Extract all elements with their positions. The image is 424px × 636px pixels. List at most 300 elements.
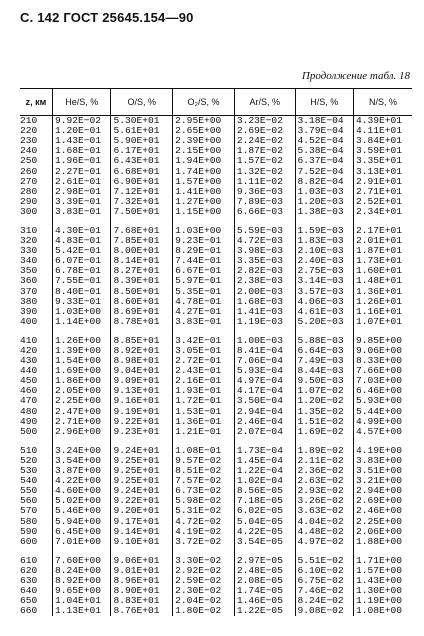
value-cell: 3.98E−03	[234, 246, 295, 256]
value-cell: 8.98E+01	[111, 356, 173, 366]
table-row	[20, 456, 412, 466]
value-cell: 8.82E−04	[295, 177, 353, 187]
value-cell: 4.97E−02	[295, 537, 353, 547]
value-cell: 1.87E−02	[234, 146, 295, 156]
value-cell: 2.27E−01	[52, 166, 110, 176]
value-cell: 9.16E+01	[111, 396, 173, 406]
value-cell: 1.35E−02	[295, 407, 353, 417]
value-cell: 4.19E−02	[173, 527, 235, 537]
value-cell: 4.60E+00	[52, 486, 110, 496]
value-cell: 9.25E+01	[111, 476, 173, 486]
value-cell: 7.18E−05	[234, 496, 295, 506]
block-spacer	[20, 437, 412, 446]
value-cell: 1.22E−05	[234, 606, 295, 616]
value-cell: 5.04E−05	[234, 516, 295, 526]
altitude-cell: 210	[20, 115, 38, 127]
value-cell: 6.73E−02	[173, 486, 235, 496]
altitude-cell: 440	[20, 366, 38, 377]
value-cell: 2.63E−02	[295, 476, 353, 486]
value-cell: 1.19E+00	[354, 596, 413, 606]
spacer-cell	[173, 437, 235, 446]
value-cell: 4.22E+00	[52, 476, 110, 486]
spacer-cell	[234, 437, 295, 446]
value-cell: 8.85E+01	[111, 336, 173, 346]
value-cell: 9.08E−02	[295, 606, 353, 616]
value-cell: 1.74E−05	[234, 586, 295, 596]
value-cell: 4.72E−03	[234, 236, 295, 246]
value-cell: 8.51E−02	[173, 466, 235, 476]
value-cell: 3.57E−03	[295, 287, 353, 297]
value-cell: 1.07E−02	[295, 386, 353, 396]
value-cell: 7.89E−03	[234, 197, 295, 207]
table-row	[20, 136, 412, 146]
table-row	[20, 486, 412, 496]
value-cell: 9.09E+01	[111, 376, 173, 386]
value-cell: 1.71E+00	[354, 556, 413, 566]
value-cell: 8.92E+01	[111, 346, 173, 356]
altitude-cell: 360	[20, 276, 38, 287]
value-cell: 4.19E+00	[354, 446, 413, 456]
altitude-cell: 460	[20, 386, 38, 397]
value-cell: 2.39E+00	[173, 136, 235, 146]
value-cell: 2.40E−03	[295, 256, 353, 266]
value-cell: 6.75E−02	[295, 576, 353, 586]
value-cell: 2.38E−03	[234, 276, 295, 286]
value-cell: 6.78E−01	[52, 266, 110, 276]
value-cell: 3.83E−01	[173, 317, 235, 327]
value-cell: 8.76E+01	[111, 606, 173, 616]
value-cell: 3.35E+01	[354, 156, 413, 166]
value-cell: 5.97E−01	[173, 276, 235, 286]
altitude-cell: 220	[20, 126, 38, 137]
altitude-cell: 320	[20, 236, 38, 247]
value-cell: 7.55E−01	[52, 276, 110, 286]
value-cell: 1.46E−05	[234, 596, 295, 606]
value-cell: 9.04E+01	[111, 366, 173, 376]
value-cell: 7.60E+00	[52, 556, 110, 566]
value-cell: 4.72E−02	[173, 516, 235, 526]
value-cell: 7.49E−03	[295, 356, 353, 366]
table-row	[20, 126, 412, 136]
value-cell: 1.38E−03	[295, 207, 353, 217]
table-row	[20, 336, 412, 346]
value-cell: 2.15E+00	[173, 146, 235, 156]
table-row	[20, 256, 412, 266]
value-cell: 8.96E+01	[111, 576, 173, 586]
column-header: H/S, %	[295, 89, 353, 116]
value-cell: 4.39E+01	[354, 116, 413, 127]
altitude-cell: 350	[20, 266, 38, 277]
table-row	[20, 476, 412, 486]
value-cell: 2.59E−02	[173, 576, 235, 586]
value-cell: 1.72E−01	[173, 396, 235, 406]
block-spacer	[20, 327, 412, 336]
value-cell: 1.16E+01	[354, 307, 413, 317]
value-cell: 1.26E+00	[52, 336, 110, 346]
table-row	[20, 146, 412, 156]
value-cell: 1.19E−03	[234, 317, 295, 327]
value-cell: 1.36E−01	[173, 417, 235, 427]
value-cell: 2.94E−04	[234, 407, 295, 417]
value-cell: 2.69E+00	[354, 496, 413, 506]
value-cell: 4.27E−01	[173, 307, 235, 317]
value-cell: 1.73E−04	[234, 446, 295, 456]
altitude-cell: 540	[20, 476, 38, 487]
value-cell: 2.96E+00	[52, 427, 110, 437]
value-cell: 3.24E+00	[52, 446, 110, 456]
value-cell: 1.43E+00	[354, 576, 413, 586]
table-row	[20, 236, 412, 246]
value-cell: 1.20E−01	[52, 126, 110, 136]
value-cell: 1.80E−02	[173, 606, 235, 616]
altitude-cell: 610	[20, 555, 38, 566]
table-row	[20, 527, 412, 537]
spacer-cell	[173, 547, 235, 556]
value-cell: 5.93E−04	[234, 366, 295, 376]
value-cell: 1.51E−02	[295, 417, 353, 427]
value-cell: 1.08E+00	[354, 606, 413, 616]
value-cell: 1.43E−01	[52, 136, 110, 146]
value-cell: 9.13E+01	[111, 386, 173, 396]
value-cell: 6.37E−04	[295, 156, 353, 166]
spacer-cell	[295, 437, 353, 446]
value-cell: 9.65E+00	[52, 586, 110, 596]
value-cell: 1.45E−04	[234, 456, 295, 466]
altitude-cell: 340	[20, 256, 38, 267]
value-cell: 8.50E+01	[111, 287, 173, 297]
value-cell: 2.46E+00	[354, 506, 413, 516]
value-cell: 2.10E−03	[295, 246, 353, 256]
value-cell: 4.48E−02	[295, 527, 353, 537]
column-header: O/S, %	[111, 89, 173, 116]
value-cell: 1.83E−03	[295, 236, 353, 246]
altitude-cell: 600	[20, 536, 38, 547]
value-cell: 1.22E−04	[234, 466, 295, 476]
value-cell: 3.13E+01	[354, 166, 413, 176]
value-cell: 1.57E+00	[354, 566, 413, 576]
value-cell: 2.08E−05	[234, 576, 295, 586]
value-cell: 1.14E+00	[52, 317, 110, 327]
table-row	[20, 346, 412, 356]
value-cell: 6.17E+01	[111, 146, 173, 156]
value-cell: 1.57E+00	[173, 177, 235, 187]
value-cell: 1.54E+00	[52, 356, 110, 366]
table-row	[20, 586, 412, 596]
table-row	[20, 187, 412, 197]
page-header: С. 142 ГОСТ 25645.154—90	[20, 10, 194, 25]
value-cell: 1.03E−03	[295, 187, 353, 197]
altitude-cell: 260	[20, 166, 38, 177]
value-cell: 5.02E+00	[52, 496, 110, 506]
table-row	[20, 226, 412, 236]
value-cell: 2.05E+00	[52, 386, 110, 396]
value-cell: 8.29E−01	[173, 246, 235, 256]
spacer-cell	[354, 547, 413, 556]
value-cell: 3.63E−02	[295, 506, 353, 516]
column-header: O₂/S, %	[173, 89, 235, 116]
value-cell: 1.13E+01	[52, 606, 110, 616]
spacer-cell	[234, 547, 295, 556]
value-cell: 2.97E−05	[234, 556, 295, 566]
value-cell: 1.20E−03	[295, 197, 353, 207]
altitude-cell: 480	[20, 406, 38, 417]
value-cell: 8.14E+01	[111, 256, 173, 266]
value-cell: 9.50E−03	[295, 376, 353, 386]
value-cell: 9.22E+01	[111, 417, 173, 427]
value-cell: 3.18E−04	[295, 116, 353, 127]
value-cell: 7.66E+00	[354, 366, 413, 376]
spacer-cell	[111, 217, 173, 226]
table-row	[20, 276, 412, 286]
value-cell: 7.85E+01	[111, 236, 173, 246]
value-cell: 5.46E+00	[52, 506, 110, 516]
value-cell: 5.90E+01	[111, 136, 173, 146]
table-row	[20, 596, 412, 606]
value-cell: 1.11E−02	[234, 177, 295, 187]
value-cell: 9.23E−01	[173, 236, 235, 246]
value-cell: 2.07E−04	[234, 427, 295, 437]
value-cell: 2.94E+00	[354, 486, 413, 496]
value-cell: 9.25E+01	[111, 466, 173, 476]
table-row	[20, 166, 412, 176]
value-cell: 9.92E−02	[52, 116, 110, 127]
value-cell: 5.38E−04	[295, 146, 353, 156]
value-cell: 9.33E−01	[52, 297, 110, 307]
value-cell: 3.21E+00	[354, 476, 413, 486]
altitude-cell: 560	[20, 496, 38, 507]
value-cell: 2.48E−05	[234, 566, 295, 576]
value-cell: 3.05E−01	[173, 346, 235, 356]
value-cell: 2.06E+00	[354, 527, 413, 537]
value-cell: 5.61E+01	[111, 126, 173, 136]
table-row	[20, 407, 412, 417]
spacer-cell	[111, 547, 173, 556]
value-cell: 2.47E+00	[52, 407, 110, 417]
value-cell: 7.46E−02	[295, 586, 353, 596]
spacer-cell	[234, 327, 295, 336]
altitude-cell: 300	[20, 206, 38, 217]
value-cell: 8.40E−01	[52, 287, 110, 297]
spacer-cell	[295, 547, 353, 556]
spacer-cell	[354, 437, 413, 446]
value-cell: 5.44E+00	[354, 407, 413, 417]
table-row	[20, 466, 412, 476]
value-cell: 9.22E+01	[111, 496, 173, 506]
value-cell: 2.43E−01	[173, 366, 235, 376]
value-cell: 2.16E−01	[173, 376, 235, 386]
table-row	[20, 537, 412, 547]
spacer-cell	[234, 217, 295, 226]
value-cell: 8.83E+01	[111, 596, 173, 606]
value-cell: 5.94E+00	[52, 516, 110, 526]
value-cell: 9.23E+01	[111, 427, 173, 437]
altitude-cell: 250	[20, 156, 38, 167]
table-body	[20, 116, 412, 617]
table-row	[20, 386, 412, 396]
value-cell: 3.35E−03	[234, 256, 295, 266]
value-cell: 9.57E−02	[173, 456, 235, 466]
table-row	[20, 207, 412, 217]
table-row	[20, 446, 412, 456]
value-cell: 1.03E+00	[52, 307, 110, 317]
value-cell: 3.50E−04	[234, 396, 295, 406]
value-cell: 1.87E+01	[354, 246, 413, 256]
value-cell: 2.71E+01	[354, 187, 413, 197]
block-spacer	[20, 217, 412, 226]
table-row	[20, 297, 412, 307]
value-cell: 3.54E−05	[234, 537, 295, 547]
value-cell: 1.69E+00	[52, 366, 110, 376]
value-cell: 4.04E−02	[295, 516, 353, 526]
composition-table	[20, 88, 412, 616]
altitude-cell: 470	[20, 396, 38, 407]
altitude-cell: 520	[20, 455, 38, 466]
value-cell: 8.27E+01	[111, 266, 173, 276]
altitude-cell: 630	[20, 575, 38, 586]
column-header: N/S, %	[354, 89, 413, 116]
value-cell: 6.67E−01	[173, 266, 235, 276]
table-row	[20, 116, 412, 127]
altitude-cell: 310	[20, 225, 38, 236]
value-cell: 1.32E−02	[234, 166, 295, 176]
value-cell: 7.06E−04	[234, 356, 295, 366]
value-cell: 1.69E−02	[295, 427, 353, 437]
value-cell: 4.97E−04	[234, 376, 295, 386]
value-cell: 3.42E−01	[173, 336, 235, 346]
value-cell: 6.66E−03	[234, 207, 295, 217]
value-cell: 8.24E−02	[295, 596, 353, 606]
value-cell: 5.98E−02	[173, 496, 235, 506]
value-cell: 1.00E−03	[234, 336, 295, 346]
altitude-cell: 450	[20, 376, 38, 387]
value-cell: 7.57E−02	[173, 476, 235, 486]
value-cell: 2.93E−02	[295, 486, 353, 496]
value-cell: 5.88E−03	[295, 336, 353, 346]
table-row	[20, 177, 412, 187]
table-row	[20, 516, 412, 526]
value-cell: 1.59E−03	[295, 226, 353, 236]
column-header: He/S, %	[52, 89, 110, 116]
value-cell: 3.59E+01	[354, 146, 413, 156]
value-cell: 3.30E−02	[173, 556, 235, 566]
value-cell: 9.06E+01	[111, 556, 173, 566]
value-cell: 4.78E−01	[173, 297, 235, 307]
value-cell: 3.51E+00	[354, 466, 413, 476]
altitude-cell: 420	[20, 345, 38, 357]
value-cell: 1.68E−03	[234, 297, 295, 307]
value-cell: 6.46E+00	[354, 386, 413, 396]
value-cell: 4.83E−01	[52, 236, 110, 246]
spacer-cell	[111, 437, 173, 446]
value-cell: 6.64E−03	[295, 346, 353, 356]
value-cell: 1.94E+00	[173, 156, 235, 166]
value-cell: 2.17E+01	[354, 226, 413, 236]
table-row	[20, 287, 412, 297]
value-cell: 9.24E+01	[111, 486, 173, 496]
value-cell: 1.41E−03	[234, 307, 295, 317]
value-cell: 4.06E−03	[295, 297, 353, 307]
spacer-cell	[52, 217, 110, 226]
value-cell: 8.44E−03	[295, 366, 353, 376]
spacer-cell	[20, 437, 52, 446]
value-cell: 8.78E+01	[111, 317, 173, 327]
value-cell: 2.69E−02	[234, 126, 295, 136]
value-cell: 1.30E+00	[354, 586, 413, 596]
value-cell: 3.79E−04	[295, 126, 353, 136]
value-cell: 1.27E+00	[173, 197, 235, 207]
value-cell: 2.52E+01	[354, 197, 413, 207]
value-cell: 3.39E−01	[52, 197, 110, 207]
value-cell: 5.59E−03	[234, 226, 295, 236]
value-cell: 4.11E+01	[354, 126, 413, 136]
value-cell: 1.96E−01	[52, 156, 110, 166]
altitude-cell: 330	[20, 246, 38, 257]
value-cell: 2.11E−02	[295, 456, 353, 466]
block-spacer	[20, 547, 412, 556]
value-cell: 4.30E−01	[52, 226, 110, 236]
value-cell: 1.68E−01	[52, 146, 110, 156]
altitude-cell: 590	[20, 526, 38, 537]
value-cell: 8.33E+00	[354, 356, 413, 366]
altitude-cell: 510	[20, 445, 38, 456]
value-cell: 8.90E+01	[111, 586, 173, 596]
value-cell: 1.36E+01	[354, 287, 413, 297]
value-cell: 2.04E−02	[173, 596, 235, 606]
altitude-cell: 550	[20, 486, 38, 497]
value-cell: 2.25E+00	[354, 516, 413, 526]
value-cell: 9.06E+00	[354, 346, 413, 356]
value-cell: 9.36E−03	[234, 187, 295, 197]
value-cell: 9.24E+01	[111, 446, 173, 456]
value-cell: 4.57E+00	[354, 427, 413, 437]
spacer-cell	[173, 217, 235, 226]
value-cell: 1.48E+01	[354, 276, 413, 286]
value-cell: 5.31E−02	[173, 506, 235, 516]
value-cell: 8.60E+01	[111, 297, 173, 307]
column-header: z, км	[20, 89, 52, 116]
spacer-cell	[52, 327, 110, 336]
value-cell: 6.02E−05	[234, 506, 295, 516]
value-cell: 5.93E+00	[354, 396, 413, 406]
spacer-cell	[52, 437, 110, 446]
value-cell: 2.72E−01	[173, 356, 235, 366]
value-cell: 5.30E+01	[111, 116, 173, 127]
value-cell: 1.86E+00	[52, 376, 110, 386]
table-row	[20, 556, 412, 566]
altitude-cell: 390	[20, 306, 38, 317]
altitude-cell: 430	[20, 356, 38, 367]
value-cell: 8.92E+00	[52, 576, 110, 586]
table-row	[20, 427, 412, 437]
value-cell: 1.53E−01	[173, 407, 235, 417]
value-cell: 1.02E−04	[234, 476, 295, 486]
value-cell: 5.35E−01	[173, 287, 235, 297]
value-cell: 1.57E−02	[234, 156, 295, 166]
value-cell: 3.23E−02	[234, 116, 295, 127]
value-cell: 2.95E+00	[173, 116, 235, 127]
value-cell: 7.44E−01	[173, 256, 235, 266]
value-cell: 3.87E+00	[52, 466, 110, 476]
altitude-cell: 370	[20, 286, 38, 297]
value-cell: 2.46E−04	[234, 417, 295, 427]
value-cell: 9.14E+01	[111, 527, 173, 537]
table-row	[20, 246, 412, 256]
altitude-cell: 270	[20, 176, 38, 187]
value-cell: 6.07E−01	[52, 256, 110, 266]
value-cell: 1.26E+01	[354, 297, 413, 307]
value-cell: 6.43E+01	[111, 156, 173, 166]
spacer-cell	[295, 217, 353, 226]
